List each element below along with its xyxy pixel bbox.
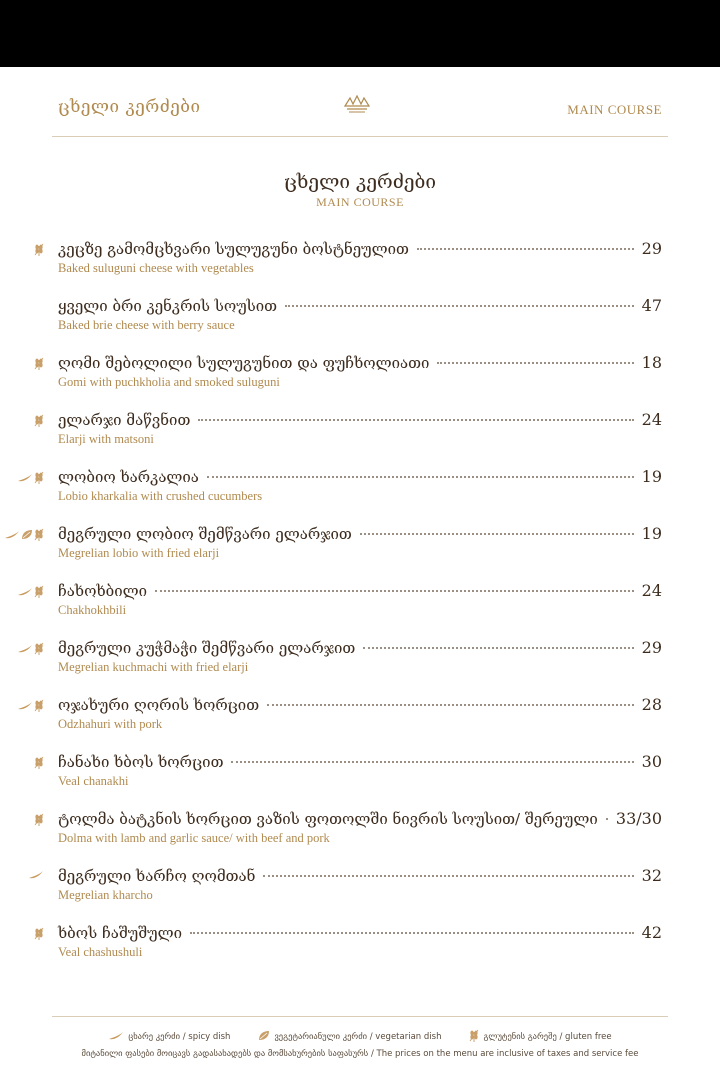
- section-subtitle: MAIN COURSE: [316, 195, 404, 209]
- dot-leader: [417, 247, 634, 250]
- dish-icons: [34, 357, 44, 370]
- crown-logo-icon: [342, 94, 372, 116]
- dish-icons: [34, 813, 44, 826]
- spicy-icon: [4, 530, 20, 540]
- spicy-icon: [17, 587, 33, 597]
- gluten-free-icon: [34, 927, 44, 940]
- menu-item: [0, 353, 720, 410]
- menu-item: [0, 581, 720, 638]
- gluten-free-icon: [34, 585, 44, 598]
- dish-name-ka: კეცზე გამომცხვარი სულუგუნი ბოსტნეულით: [58, 240, 409, 258]
- dish-name-en: Baked suluguni cheese with vegetables: [58, 261, 254, 275]
- header-title-en: MAIN COURSE: [567, 102, 662, 117]
- menu-item-line: [58, 296, 662, 316]
- menu-item-line: [58, 866, 662, 886]
- dish-icons: [17, 471, 44, 484]
- dish-name-ka: ჩახოხბილი: [58, 582, 147, 600]
- dot-leader: [606, 817, 608, 820]
- gluten-free-icon: [34, 642, 44, 655]
- dish-price: 24: [641, 581, 662, 600]
- dish-name-ka: მეგრული ხარჩო ღომთან: [58, 867, 256, 885]
- dish-name-ka: ღომი შებოლილი სულუგუნით და ფუჩხოლიათი: [58, 354, 430, 372]
- dot-leader: [363, 646, 633, 649]
- dish-name-en: Chakhokhbili: [58, 603, 127, 617]
- spicy-icon: [17, 644, 33, 654]
- gluten-free-icon: [34, 414, 44, 427]
- dish-price: 42: [641, 923, 662, 942]
- dot-leader: [198, 418, 633, 421]
- menu-item-line: [58, 695, 662, 715]
- dish-icons: [17, 585, 44, 598]
- dish-icons: [4, 528, 44, 541]
- dish-icons: [17, 699, 44, 712]
- dish-name-ka: ოჯახური ღორის ხორცით: [58, 696, 260, 714]
- legend-gluten-free-label: გლუტენის გარეშე / gluten free: [483, 1032, 612, 1042]
- menu-page: [0, 67, 720, 1080]
- dish-name-ka: ლობიო ხარკალია: [58, 468, 199, 486]
- dish-icons: [34, 756, 44, 769]
- dish-name-en: Odzhahuri with pork: [58, 717, 163, 731]
- dish-icons: [17, 642, 44, 655]
- dot-leader: [285, 304, 634, 307]
- dish-icons: [34, 414, 44, 427]
- legend-vegetarian: [258, 1030, 441, 1044]
- footer-note: მიტანილი ფასები მოიცავს გადასახადებს და მომსახურების საფასურს / The prices on the menu are inclusive of taxes and service fee: [81, 1049, 639, 1059]
- menu-item-line: [58, 524, 662, 544]
- dish-price: 32: [641, 866, 662, 885]
- menu-item-line: [58, 638, 662, 658]
- dot-leader: [437, 361, 633, 364]
- menu-item: [0, 410, 720, 467]
- dish-price: 30: [641, 752, 662, 771]
- header-divider: [52, 136, 668, 137]
- legend-spicy: [108, 1031, 230, 1044]
- menu-item: [0, 638, 720, 695]
- dish-name-en: Veal chashushuli: [58, 945, 143, 959]
- menu-items: [0, 239, 720, 980]
- menu-item-line: [58, 467, 662, 487]
- menu-item-line: [58, 581, 662, 601]
- menu-item: [0, 866, 720, 923]
- dot-leader: [263, 874, 633, 877]
- menu-item-line: [58, 752, 662, 772]
- gluten-free-icon: [469, 1029, 479, 1045]
- legend: [0, 1029, 720, 1045]
- dish-name-en: Veal chanakhi: [58, 774, 129, 788]
- dot-leader: [267, 703, 634, 706]
- menu-item-line: [58, 923, 662, 943]
- vegetarian-icon: [258, 1030, 270, 1044]
- gluten-free-icon: [34, 243, 44, 256]
- dish-name-en: Elarji with matsoni: [58, 432, 154, 446]
- menu-item-line: [58, 809, 662, 829]
- dish-price: 19: [641, 467, 662, 486]
- dish-price: 47: [641, 296, 662, 315]
- spicy-icon: [17, 701, 33, 711]
- menu-item: [0, 296, 720, 353]
- dish-price: 28: [641, 695, 662, 714]
- page-header: [0, 67, 720, 137]
- spicy-icon: [17, 473, 33, 483]
- dish-name-ka: ელარჯი მაწვნით: [58, 411, 191, 429]
- section-title: ცხელი კერძები: [283, 171, 437, 193]
- dot-leader: [360, 532, 634, 535]
- dish-name-en: Megrelian kharcho: [58, 888, 153, 902]
- menu-item: [0, 809, 720, 866]
- menu-item-line: [58, 410, 662, 430]
- dot-leader: [155, 589, 634, 592]
- gluten-free-icon: [34, 699, 44, 712]
- dot-leader: [207, 475, 634, 478]
- dish-name-en: Baked brie cheese with berry sauce: [58, 318, 235, 332]
- legend-gluten-free: [469, 1029, 611, 1045]
- dish-name-ka: ტოლმა ბატკნის ხორცით ვაზის ფოთოლში ნივრის სოუსით/ შერეული: [58, 810, 598, 828]
- footer-divider: [52, 1016, 668, 1017]
- vegetarian-icon: [21, 529, 33, 540]
- gluten-free-icon: [34, 813, 44, 826]
- menu-item: [0, 752, 720, 809]
- spicy-icon: [108, 1031, 124, 1044]
- dish-name-ka: მეგრული ლობიო შემწვარი ელარჯით: [58, 525, 352, 543]
- gluten-free-icon: [34, 357, 44, 370]
- dish-price: 33/30: [615, 809, 662, 828]
- gluten-free-icon: [34, 471, 44, 484]
- menu-item: [0, 524, 720, 581]
- dish-name-en: Lobio kharkalia with crushed cucumbers: [58, 489, 263, 503]
- dish-name-ka: ყველი ბრი კენკრის სოუსით: [58, 297, 278, 315]
- dish-name-en: Gomi with puchkholia and smoked suluguni: [58, 375, 280, 389]
- dot-leader: [231, 760, 633, 763]
- dish-name-en: Megrelian kuchmachi with fried elarji: [58, 660, 249, 674]
- dish-name-ka: ხბოს ჩაშუშული: [58, 924, 183, 942]
- spicy-icon: [28, 870, 44, 880]
- dish-name-ka: ჩანახი ხბოს ხორცით: [58, 753, 224, 771]
- dish-price: 29: [641, 638, 662, 657]
- legend-spicy-label: ცხარე კერძი / spicy dish: [128, 1032, 231, 1042]
- menu-item: [0, 923, 720, 980]
- menu-item: [0, 467, 720, 524]
- dish-icons: [28, 870, 44, 880]
- dish-icons: [34, 243, 44, 256]
- dish-name-en: Megrelian lobio with fried elarji: [58, 546, 220, 560]
- dot-leader: [190, 931, 634, 934]
- menu-item-line: [58, 353, 662, 373]
- header-title-ka: ცხელი კერძები: [58, 97, 201, 117]
- dish-price: 29: [641, 239, 662, 258]
- dish-price: 19: [641, 524, 662, 543]
- dish-name-en: Dolma with lamb and garlic sauce/ with beef and pork: [58, 831, 330, 845]
- dish-price: 24: [641, 410, 662, 429]
- menu-item-line: [58, 239, 662, 259]
- dish-icons: [34, 927, 44, 940]
- gluten-free-icon: [34, 528, 44, 541]
- dish-name-ka: მეგრული კუჭმაჭი შემწვარი ელარჯით: [58, 639, 356, 657]
- legend-vegetarian-label: ვეგეტარიანული კერძი / vegetarian dish: [274, 1032, 442, 1042]
- menu-item: [0, 239, 720, 296]
- dish-price: 18: [641, 353, 662, 372]
- gluten-free-icon: [34, 756, 44, 769]
- menu-item: [0, 695, 720, 752]
